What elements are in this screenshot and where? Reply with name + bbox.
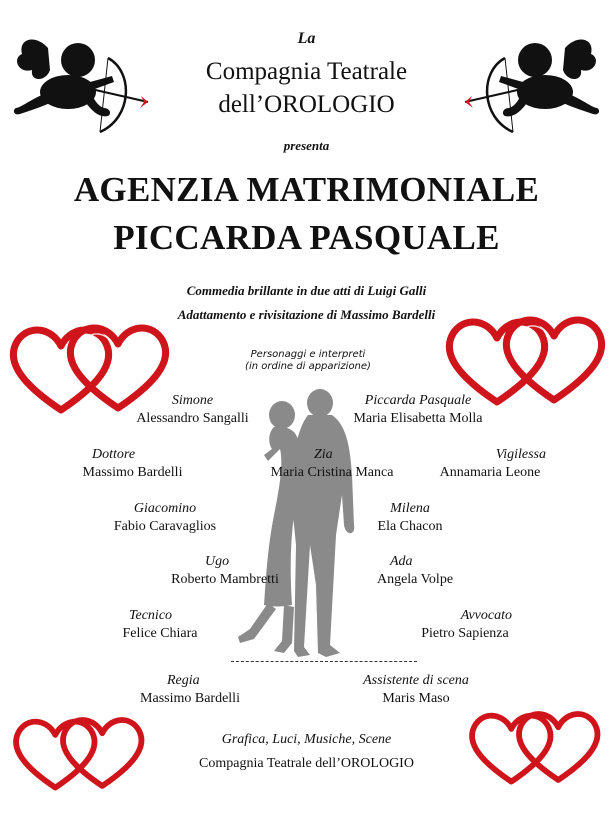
credits-company: Compagnia Teatrale dell’OROLOGIO: [199, 756, 414, 771]
cast-entry: [115, 393, 270, 427]
cast-entry: [95, 608, 225, 642]
cast-role: Ugo: [205, 554, 230, 569]
company-name-line1: Compagnia Teatrale: [205, 58, 408, 85]
cast-role: Simone: [171, 393, 214, 408]
company-name-line2: dell’OROLOGIO: [218, 91, 395, 118]
cast-role: Dottore: [92, 447, 136, 462]
cast-header: [210, 349, 406, 373]
crew-role: Regia: [167, 673, 200, 688]
cast-actor: Angela Volpe: [376, 572, 454, 587]
cast-actor: Ela Chacon: [377, 519, 443, 534]
cast-entry: [90, 501, 240, 535]
cast-actor: Pietro Sapienza: [421, 626, 509, 641]
cast-actor: Alessandro Sangalli: [136, 411, 249, 426]
cast-role: Avvocato: [460, 608, 512, 623]
subtitle-author: Commedia brillante in due atti di Luigi Galli: [186, 283, 427, 298]
cast-actor: Annamaria Leone: [439, 465, 541, 480]
cast-entry: [155, 554, 295, 588]
presenter-article: La: [297, 30, 316, 47]
crew-person: Maris Maso: [382, 691, 450, 706]
crew-person: Massimo Bardelli: [140, 691, 240, 706]
subtitle-adaptation: Adattamento e rivisitazione di Massimo Bardelli: [177, 307, 436, 322]
credits-label: Grafica, Luci, Musiche, Scene: [221, 732, 392, 747]
cast-entry: [60, 447, 205, 481]
cast-actor: Felice Chiara: [122, 626, 198, 641]
crew-role: Assistente di scena: [363, 673, 469, 688]
cast-actor: Maria Elisabetta Molla: [353, 411, 483, 426]
double-heart-icon-bottom-left: [10, 708, 150, 798]
play-title: [0, 166, 613, 262]
section-divider: [231, 661, 417, 662]
cast-entry: [400, 608, 530, 642]
cast-role: Milena: [390, 501, 430, 516]
cast-actor: Massimo Bardelli: [82, 465, 183, 480]
crew-entry: [340, 673, 492, 707]
crew-entry: [115, 673, 265, 707]
play-title-line2: PICCARDA PASQUALE: [113, 218, 500, 257]
cast-role: Zia: [314, 447, 333, 462]
presents-label: presenta: [283, 138, 330, 153]
cast-actor: Fabio Caravaglios: [113, 519, 217, 534]
cast-role: Tecnico: [129, 608, 173, 623]
cast-role: Vigilessa: [495, 447, 546, 462]
cast-entry: [350, 501, 470, 535]
cast-entry: [332, 393, 504, 427]
cast-entry: [355, 554, 475, 588]
cast-role: Ada: [390, 554, 413, 569]
cast-role: Piccarda Pasquale: [364, 393, 472, 408]
cast-header-line2: (in ordine di apparizione): [245, 361, 371, 372]
cast-role: Giacomino: [133, 501, 197, 516]
cast-actor: Roberto Mambretti: [171, 572, 279, 587]
cast-entry: [252, 447, 412, 481]
cast-actor: Maria Cristina Manca: [270, 465, 394, 480]
cast-entry: [420, 447, 560, 481]
cast-header-line1: Personaggi e interpreti: [250, 349, 366, 360]
play-title-line1: AGENZIA MATRIMONIALE: [73, 170, 540, 209]
company-name: [0, 55, 613, 121]
